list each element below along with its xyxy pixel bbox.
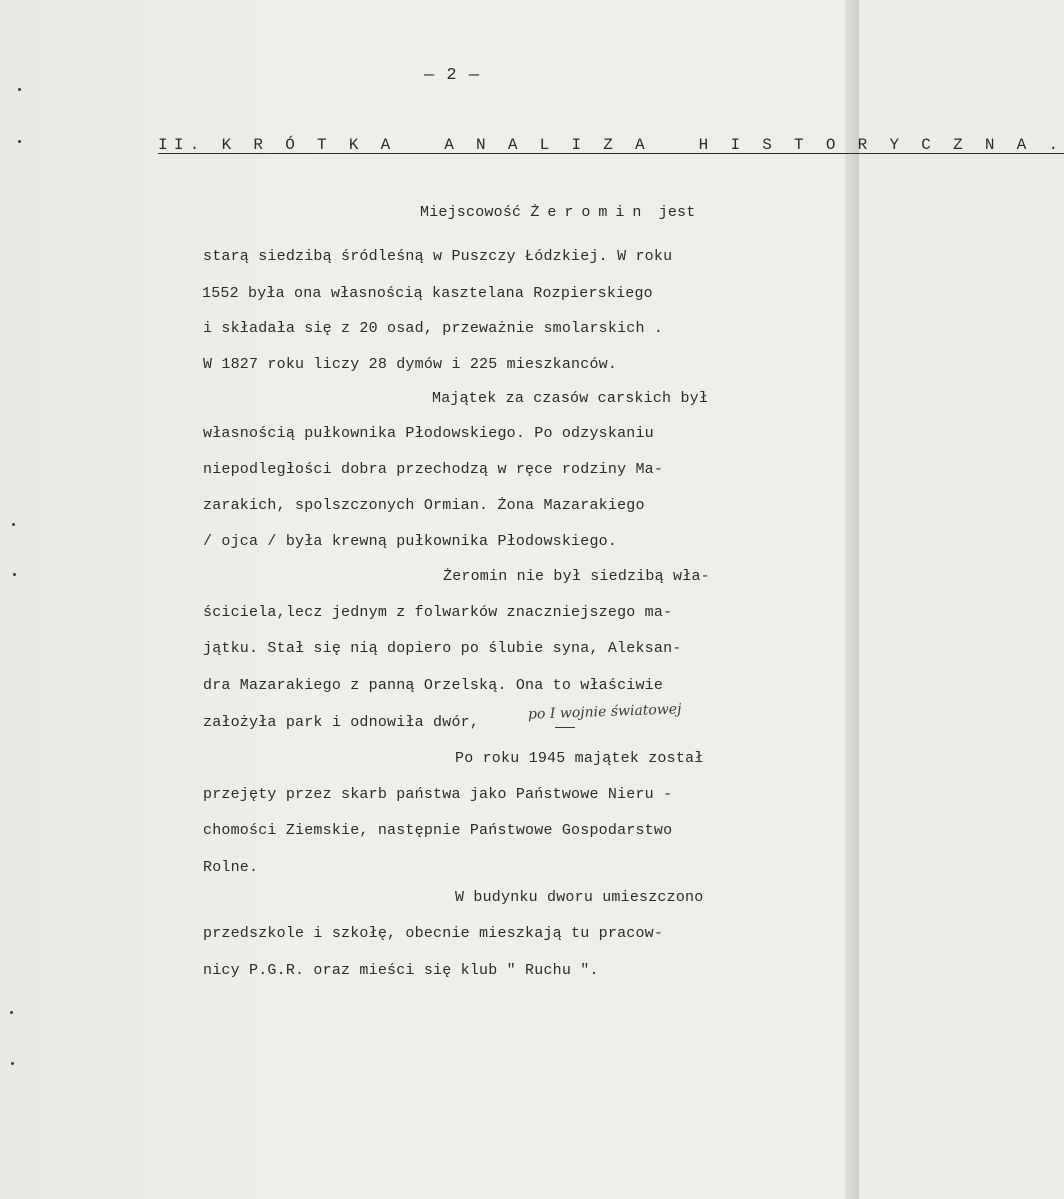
paragraph-1-line-4: i składała się z 20 osad, przeważnie smolarskich . <box>203 320 664 337</box>
punch-mark <box>18 140 21 143</box>
text-span: jest <box>649 204 696 221</box>
paragraph-4-line-2: przejęty przez skarb państwa jako Państwowe Nieru - <box>203 786 673 803</box>
paragraph-2-line-3: niepodległości dobra przechodzą w ręce rodziny Ma- <box>203 461 664 478</box>
text-span: Miejscowość <box>420 204 531 221</box>
paragraph-1-line-2: starą siedzibą śródleśną w Puszczy Łódzkiej. W roku <box>203 248 673 265</box>
paragraph-5-line-1: W budynku dworu umieszczono <box>455 889 704 906</box>
paragraph-3-line-5: założyła park i odnowiła dwór, <box>203 714 480 731</box>
paragraph-1-line-1 <box>420 204 695 221</box>
section-heading: II. K R Ó T K A A N A L I Z A H I S T O R Y C Z N A . <box>158 136 1064 154</box>
paragraph-3-line-3: jątku. Stał się nią dopiero po ślubie syna, Aleksan- <box>203 640 682 657</box>
page-edge-shadow <box>845 0 859 1199</box>
punch-mark <box>13 573 16 576</box>
paragraph-3-line-2: ściciela,lecz jednym z folwarków znaczniejszego ma- <box>203 604 673 621</box>
punch-mark <box>11 1062 14 1065</box>
paragraph-2-line-4: zarakich, spolszczonych Ormian. Żona Mazarakiego <box>203 497 645 514</box>
paragraph-4-line-1: Po roku 1945 majątek został <box>455 750 704 767</box>
paragraph-3-line-1: Żeromin nie był siedzibą wła- <box>443 568 710 585</box>
paragraph-3-line-4: dra Mazarakiego z panną Orzelską. Ona to właściwie <box>203 677 664 694</box>
handwritten-annotation: po I wojnie światowej <box>527 701 682 723</box>
paragraph-2-line-1: Majątek za czasów carskich był <box>432 390 709 407</box>
punch-mark <box>18 88 21 91</box>
paragraph-4-line-3: chomości Ziemskie, następnie Państwowe Gospodarstwo <box>203 822 673 839</box>
paragraph-2-line-2: własnością pułkownika Płodowskiego. Po odzyskaniu <box>203 425 654 442</box>
punch-mark <box>12 523 15 526</box>
paragraph-1-line-5: W 1827 roku liczy 28 dymów i 225 mieszkanców. <box>203 356 618 373</box>
handwritten-underline <box>555 727 575 728</box>
punch-mark <box>10 1011 13 1014</box>
place-name: Żeromin <box>530 204 650 221</box>
paragraph-5-line-3: nicy P.G.R. oraz mieści się klub " Ruchu ". <box>203 962 599 979</box>
paragraph-5-line-2: przedszkole i szkołę, obecnie mieszkają tu pracow- <box>203 925 664 942</box>
paragraph-1-line-3: 1552 była ona własnością kasztelana Rozpierskiego <box>202 285 653 302</box>
page-number: — 2 — <box>424 66 481 85</box>
paragraph-2-line-5: / ojca / była krewną pułkownika Płodowskiego. <box>203 533 618 550</box>
paragraph-4-line-4: Rolne. <box>203 859 259 876</box>
